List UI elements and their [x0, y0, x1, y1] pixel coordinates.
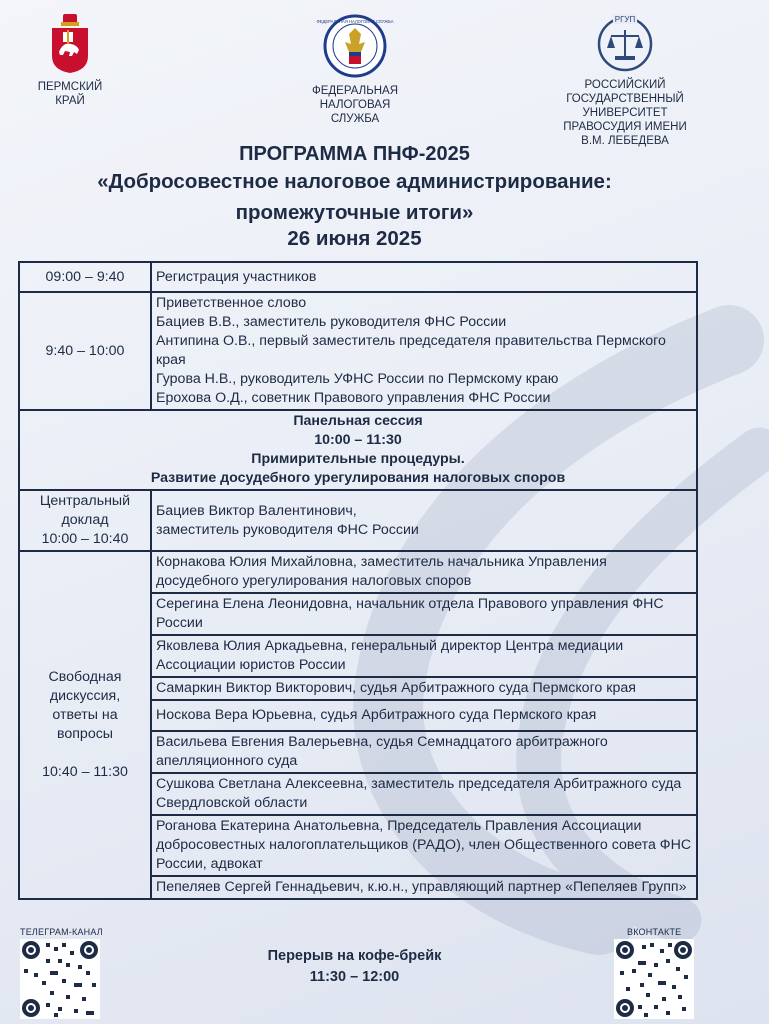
panel-session-time: 10:00 – 11:30: [314, 432, 402, 448]
fns-logo: [290, 14, 420, 126]
perm-krai-label: ПЕРМСКИЙ КРАЙ: [37, 81, 103, 107]
speaker-row: [19, 551, 697, 593]
discussion-label-line: вопросы: [56, 726, 114, 742]
panel-session-topic: Развитие досудебного урегулирования налоговых споров: [150, 470, 566, 486]
speaker-cell: Роганова Екатерина Анатольевна, Председатель Правления Ассоциации добросовестных налогоплательщиков (РАДО), член Общественного совета ФНС России, адвокат: [151, 815, 697, 876]
speaker-cell: Самаркин Виктор Викторович, судья Арбитражного суда Пермского края: [151, 677, 697, 700]
speaker-cell: Пепеляев Сергей Геннадьевич, к.ю.н., управляющий партнер «Пепеляев Групп»: [151, 876, 697, 899]
program-table: [18, 261, 698, 900]
rgup-emblem-text: РГУП: [614, 15, 636, 24]
rgup-logo: [545, 12, 705, 148]
forum-theme-line-2: промежуточные итоги»: [235, 201, 474, 224]
central-report-label-line: Центральный: [39, 493, 131, 509]
central-report-speaker-position: заместитель руководителя ФНС России: [156, 521, 419, 538]
registration-time: 09:00 – 9:40: [19, 262, 151, 292]
central-report-label: [19, 490, 151, 551]
central-report-speaker-name: Бациев Виктор Валентинович,: [156, 502, 357, 519]
central-report-row: [19, 490, 697, 551]
speaker-cell: Васильева Евгения Валерьевна, судья Семнадцатого арбитражного апелляционного суда: [151, 731, 697, 773]
panel-session-cell: [19, 410, 697, 490]
central-report-time: 10:00 – 10:40: [41, 531, 129, 547]
discussion-label-line: Свободная: [48, 669, 122, 685]
speaker-cell: Яковлева Юлия Аркадьевна, генеральный директор Центра медиации Ассоциации юристов России: [151, 635, 697, 677]
vk-qr-code[interactable]: [614, 939, 694, 1019]
fns-emblem-icon: [316, 14, 394, 78]
rgup-label: РОССИЙСКИЙ ГОСУДАРСТВЕННЫЙ УНИВЕРСИТЕТ ПРАВОСУДИЯ ИМЕНИ В.М. ЛЕБЕДЕВА: [563, 79, 687, 147]
discussion-label-spacer: [24, 744, 146, 763]
discussion-label-line: ответы на: [52, 707, 118, 723]
welcome-speaker: Бациев В.В., заместитель руководителя ФНС России: [156, 314, 507, 330]
coffee-break-time: 11:30 – 12:00: [309, 969, 400, 985]
welcome-row: [19, 292, 697, 410]
discussion-label: [19, 551, 151, 899]
program-title: ПРОГРАММА ПНФ-2025: [239, 143, 470, 165]
telegram-label: ТЕЛЕГРАМ-КАНАЛ: [20, 927, 103, 937]
fns-emblem-text: ФЕДЕРАЛЬНАЯ НАЛОГОВАЯ СЛУЖБА: [316, 19, 394, 24]
panel-session-row: [19, 410, 697, 490]
welcome-speaker: Антипина О.В., первый заместитель председателя правительства Пермского края: [156, 333, 666, 368]
discussion-time: 10:40 – 11:30: [42, 764, 128, 780]
registration-row: [19, 262, 697, 292]
speaker-cell: Носкова Вера Юрьевна, судья Арбитражного суда Пермского края: [151, 700, 697, 731]
rgup-emblem-icon: [593, 12, 657, 72]
discussion-label-line: дискуссия,: [49, 688, 121, 704]
welcome-speaker: Ерохова О.Д., советник Правового управления ФНС России: [156, 390, 551, 406]
speaker-cell: Сушкова Светлана Алексеевна, заместитель председателя Арбитражного суда Свердловской области: [151, 773, 697, 815]
forum-theme-line-1: «Добросовестное налоговое администрирование:: [97, 170, 612, 193]
panel-session-topic: Примирительные процедуры.: [251, 451, 465, 467]
perm-krai-logo: [20, 12, 120, 108]
panel-session-title: Панельная сессия: [293, 413, 423, 429]
speaker-cell: Серегина Елена Леонидовна, начальник отдела Правового управления ФНС России: [151, 593, 697, 635]
vk-label: ВКОНТАКТЕ: [627, 927, 682, 937]
coffee-break-label: Перерыв на кофе-брейк: [267, 948, 442, 964]
welcome-time: 9:40 – 10:00: [19, 292, 151, 410]
registration-text: Регистрация участников: [151, 262, 697, 292]
central-report-label-line: доклад: [61, 512, 109, 528]
central-report-speaker: [151, 490, 697, 551]
perm-coat-of-arms-icon: [50, 12, 90, 74]
welcome-heading: Приветственное слово: [156, 295, 307, 311]
speaker-cell: Корнакова Юлия Михайловна, заместитель начальника Управления досудебного урегулирования налоговых споров: [151, 551, 697, 593]
coffee-break: [0, 946, 709, 988]
event-date: 26 июня 2025: [287, 227, 422, 250]
welcome-cell: [151, 292, 697, 410]
fns-label: ФЕДЕРАЛЬНАЯ НАЛОГОВАЯ СЛУЖБА: [311, 85, 399, 125]
welcome-speaker: Гурова Н.В., руководитель УФНС России по Пермскому краю: [156, 371, 559, 387]
